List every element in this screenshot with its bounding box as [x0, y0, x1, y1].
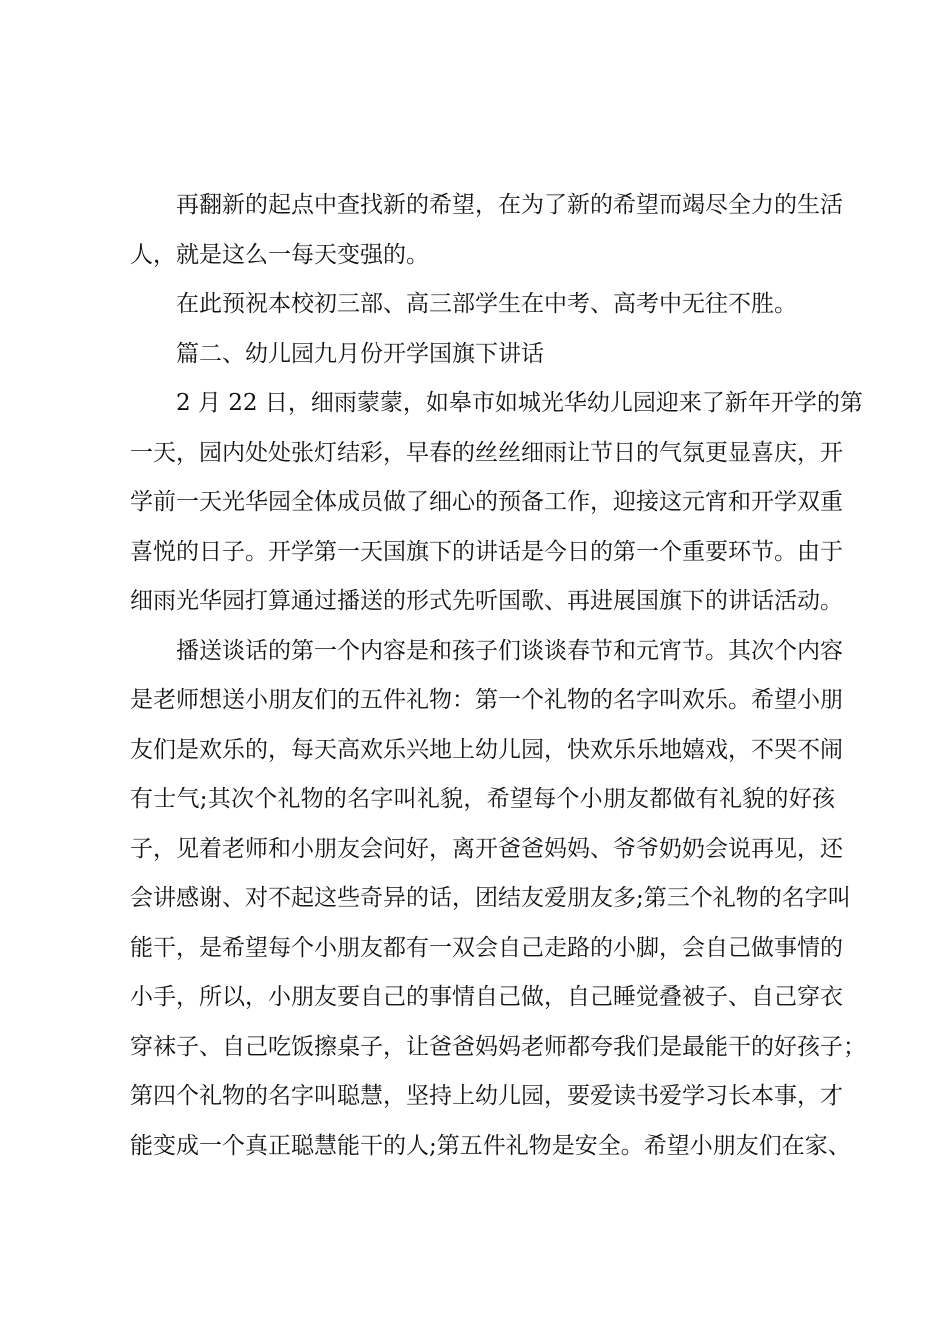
paragraph-line: 人，就是这么一每天变强的。: [130, 241, 429, 268]
paragraph-line: 能干，是希望每个小朋友都有一双会自己走路的小脚，会自己做事情的: [130, 934, 843, 961]
paragraph-line: 穿袜子、自己吃饭擦桌子，让爸爸妈妈老师都夸我们是最能干的好孩子；: [130, 1033, 866, 1060]
paragraph-line: 播送谈话的第一个内容是和孩子们谈谈春节和元宵节。其次个内容: [176, 637, 843, 664]
paragraph-4: [130, 634, 866, 1179]
paragraph-line: 细雨光华园打算通过播送的形式先听国歌、再进展国旗下的讲话活动。: [130, 588, 843, 614]
paragraph-line: 是老师想送小朋友们的五件礼物：第一个礼物的名字叫欢乐。希望小朋: [130, 687, 843, 713]
document-body: [130, 188, 866, 1178]
paragraph-line: 子，见着老师和小朋友会问好，离开爸爸妈妈、爷爷奶奶会说再见，还: [130, 835, 843, 862]
paragraph-line: 喜悦的日子。开学第一天国旗下的讲话是今日的第一个重要环节。由于: [130, 538, 843, 565]
paragraph-line: 在此预祝本校初三部、高三部学生在中考、高考中无往不胜。: [176, 291, 797, 317]
paragraph-2: [130, 287, 835, 337]
paragraph-line: 第四个礼物的名字叫聪慧，坚持上幼儿园，要爱读书爱学习长本事，才: [130, 1083, 843, 1109]
paragraph-line: 小手，所以，小朋友要自己的事情自己做，自己睡觉叠被子、自己穿衣: [130, 984, 843, 1010]
paragraph-1: [130, 188, 843, 287]
paragraph-3: [130, 386, 863, 634]
paragraph-line: 2 月 22 日，细雨蒙蒙，如皋市如城光华幼儿园迎来了新年开学的第: [176, 390, 863, 416]
paragraph-line: 再翻新的起点中查找新的希望，在为了新的希望而竭尽全力的生活: [176, 192, 843, 218]
paragraph-line: 友们是欢乐的，每天高欢乐兴地上幼儿园，快欢乐乐地嬉戏，不哭不闹: [130, 736, 843, 763]
paragraph-line: 能变成一个真正聪慧能干的人;第五件礼物是安全。希望小朋友们在家、: [130, 1132, 851, 1159]
section-heading: [130, 337, 835, 387]
paragraph-line: 一天，园内处处张灯结彩，早春的丝丝细雨让节日的气氛更显喜庆，开: [130, 439, 843, 466]
paragraph-line: 有士气;其次个礼物的名字叫礼貌，希望每个小朋友都做有礼貌的好孩: [130, 786, 835, 812]
section-heading-text: 篇二、幼儿园九月份开学国旗下讲话: [176, 340, 544, 367]
paragraph-line: 学前一天光华园全体成员做了细心的预备工作，迎接这元宵和开学双重: [130, 489, 843, 515]
paragraph-line: 会讲感谢、对不起这些奇异的话，团结友爱朋友多;第三个礼物的名字叫: [130, 885, 851, 911]
